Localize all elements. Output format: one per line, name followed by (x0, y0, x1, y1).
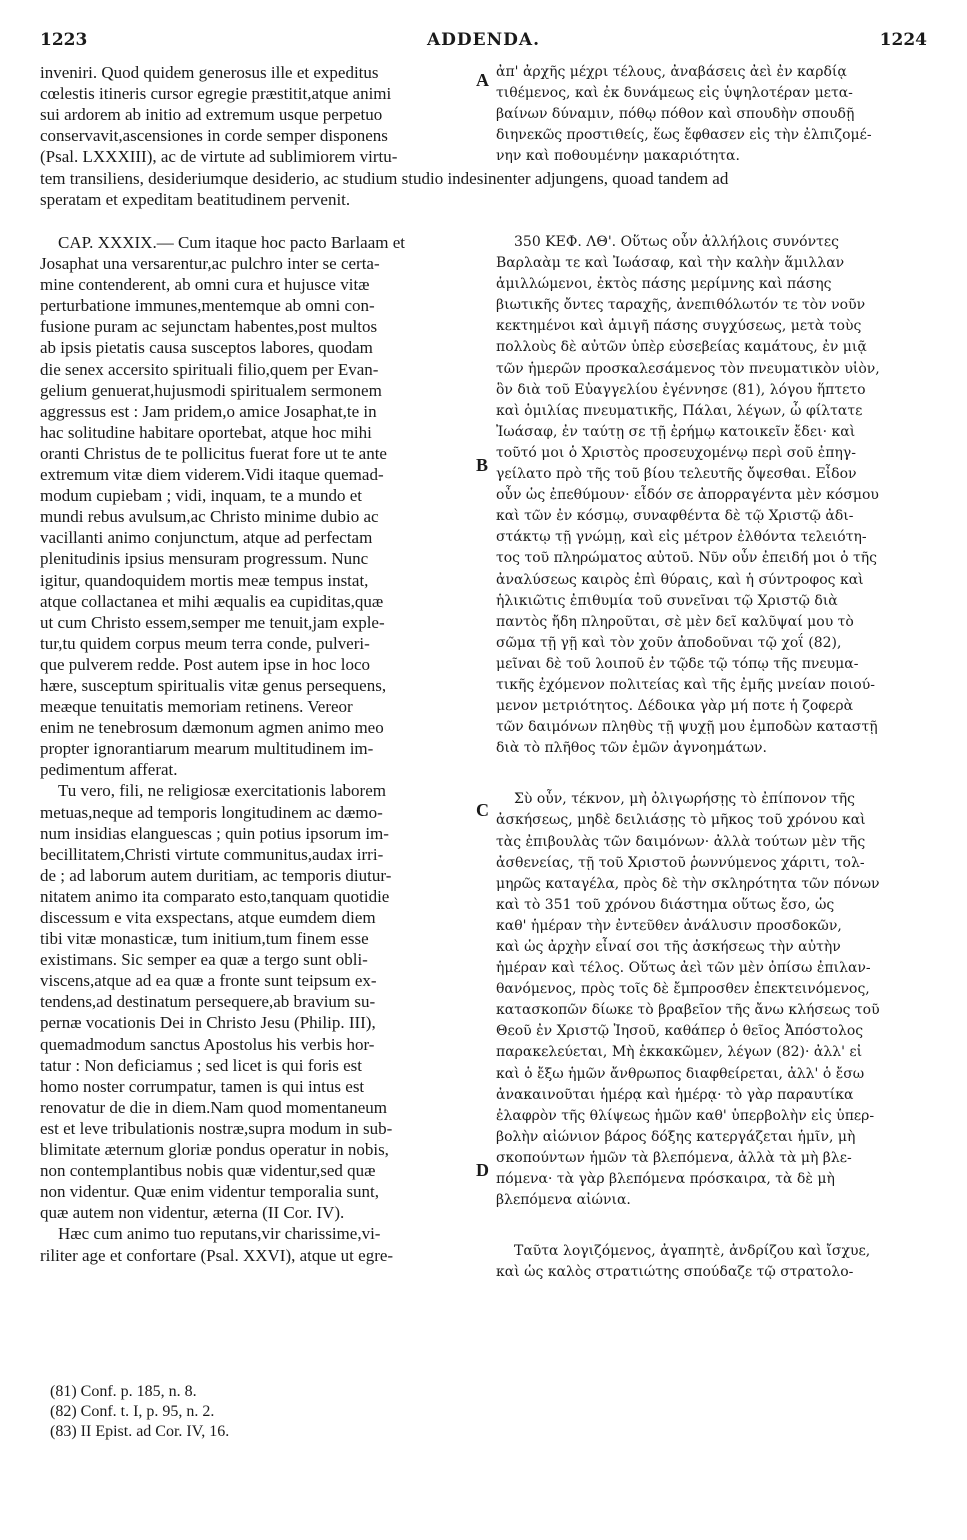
text-line: num insidias elanguescas ; quin potius ipsorum im- (40, 823, 389, 843)
text-line: blimitate æternum gloriæ pondus operatur in nobis, (40, 1140, 389, 1160)
text-line: βαίνων δύναμιν, πόθῳ πόθον καὶ σπουδὴν σπουδῇ (496, 106, 855, 123)
text-line: cœlestis itineris cursor egregie præstitit,atque animi (40, 84, 392, 104)
text-line: καὶ τῶν ἐν κόσμῳ, συναφθέντα δὲ τῷ Χριστῷ ἀδι- (496, 508, 854, 525)
page-number-left: 1223 (40, 30, 88, 50)
text-line: enim ne tenebrosum dæmonum agmen animo meo (40, 718, 384, 738)
text-line: discessum e vita exspectans, atque eumdem diem (40, 908, 376, 927)
greek-column-main (496, 232, 928, 1283)
text-line: τῶν ἡμερῶν προσκαλεσάμενος τὸν πνευματικὸν υἱὸν, (496, 360, 880, 377)
text-line: hære, susceptum spiritualis vitæ genus persequens, (40, 675, 387, 695)
latin-column-main (40, 232, 470, 1266)
text-line: ut cum Christo essem,semper me tenuit,jam exple- (40, 612, 385, 632)
text-line: vacillanti animo conjunctum, atque ad perfectam (40, 528, 373, 548)
text-line: est et leve tribulationis nostræ,supra modum in sub- (40, 1118, 393, 1138)
text-line: βολὴν αἰώνιον βάρος δόξης κατεργάζεται ἡμῖν, μὴ (496, 1128, 856, 1145)
text-line: die senex accersito spirituali filio,quem per Evan- (40, 359, 379, 379)
text-line: γείλατο πρὸ τῆς τοῦ βίου τελευτῆς ὄψεσθαι. Εἶδον (496, 466, 857, 483)
footnote: (83) II Epist. ad Cor. IV, 16. (50, 1423, 230, 1440)
text-line: tem transiliens, desideriumque desiderio, ac studium studio indesinenter adjungens, quoad tandem ad (40, 169, 729, 188)
page-number-right: 1224 (879, 30, 927, 50)
text-line: metuas,neque ad temporis longitudinem ac dæmo- (40, 802, 383, 822)
text-line: νην καὶ ποθουμένην μακαριότητα. (496, 148, 740, 165)
text-line: mundi rebus avulsum,ac Christo minime dubio ac (40, 507, 379, 527)
text-line: στάκτῳ τῇ γνώμῃ, καὶ εἰς μέτρον ἐλθόντα τελειότη- (496, 529, 867, 546)
text-line: non videntur. Quæ enim videntur temporalia sunt, (40, 1182, 380, 1202)
text-line: σκοπούντων ἡμῶν τὰ βλεπόμενα, ἀλλὰ τὰ μὴ βλε- (496, 1149, 852, 1166)
text-line: modum cupiebam ; vidi, inquam, te a mundo et (40, 486, 362, 506)
text-line: aggressus est : Jam pridem,o amice Josaphat,te in (40, 401, 377, 421)
text-line: οὖν ὡς ἐπεθύμουν· εἶδόν σε ἀπορραγέντα μὲν κόσμου (496, 487, 879, 504)
text-line: pedimentum afferat. (40, 760, 178, 780)
text-line: 350 ΚΕΦ. ΛΘ'. Οὕτως οὖν ἀλλήλοις συνόντες (514, 234, 839, 250)
text-line: ὃν διὰ τοῦ Εὐαγγελίου ἐγέννησε (81), λόγου ἥπτετο (496, 381, 866, 398)
text-line: que pulverem redde. Post autem ipse in hoc loco (40, 654, 370, 674)
text-line: conservavit,ascensiones in corde semper disponens (40, 126, 388, 146)
text-line: nitatem animo ita comparato esto,tanquam quotidie (40, 886, 390, 906)
text-line: riliter age et confortare (Psal. XXVI), atque ut egre- (40, 1245, 394, 1265)
text-line: (Psal. LXXXIII), ac de virtute ad sublimiorem virtu- (40, 147, 398, 167)
text-line: τικῆς ἐχόμενον πολιτείας καὶ τῆς ἐμῆς μνείαν ποιού- (496, 676, 875, 693)
text-line: κεκτημένοι καὶ ἀμιγῆ πάσης συγχύσεως, μετὰ τοὺς (496, 318, 862, 335)
text-line: σῶμα τῇ γῇ καὶ τὸν χοῦν ἀποδοῦναι τῷ χοΐ (82), (496, 634, 842, 651)
text-line: βιωτικῆς ὄντες ταραχῆς, ἀνεπιθόλωτόν τε τὸν νοῦν (496, 297, 866, 314)
text-line: viscens,atque ad ea quæ a fronte sunt teipsum ex- (40, 971, 377, 991)
text-line: Ἰωάσαφ, ἐν ταύτῃ σε τῇ ἐρήμῳ κατοικεῖν ἔδει· καὶ (496, 423, 856, 440)
text-line: non contemplantibus nobis quæ videntur,sed quæ (40, 1161, 376, 1181)
text-line: τιθέμενος, καὶ ἐκ δυνάμεως εἰς ὑψηλοτέραν μετα- (496, 85, 853, 102)
text-line: propter ignorantiarum mearum multitudinem im- (40, 739, 374, 759)
text-line: tendens,ad destinatum persequere,ab bravium su- (40, 992, 376, 1012)
text-line: ἡμέραν καὶ τέλος. Οὕτως ἀεὶ τῶν μὲν ὀπίσω ἐπιλαν- (496, 960, 871, 977)
full-width-text (40, 168, 928, 210)
text-line: CAP. XXXIX.— Cum itaque hoc pacto Barlaam et (58, 233, 406, 252)
text-line: gelium genuerat,hujusmodi spiritualem sermonem (40, 380, 382, 400)
text-line: speratam et expeditam beatitudinem pervenit. (40, 190, 351, 210)
text-line: διηνεκῶς προστιθείς, ἕως ἔφθασεν εἰς τὴν ἐλπιζομέ- (496, 127, 872, 144)
text-line: Josaphat una versarentur,ac pulchro inter se certa- (40, 254, 380, 274)
text-line: ἐλαφρὸν τῆς θλίψεως ἡμῶν καθ' ὑπερβολὴν εἰς ὑπερ- (496, 1107, 875, 1124)
text-line: πόμενα· τὰ γὰρ βλεπόμενα πρόσκαιρα, τὰ δὲ μὴ (496, 1171, 835, 1188)
text-line: τῶν δαιμόνων πληθὺς τῇ ψυχῇ μου ἐμποδὼν καταστῇ (496, 719, 878, 736)
text-line: quæ autem non videntur, æterna (II Cor. IV). (40, 1203, 345, 1223)
text-line: ἀπ' ἀρχῆς μέχρι τέλους, ἀναβάσεις ἀεὶ ἐν καρδίᾳ (496, 64, 847, 80)
text-line: Ταῦτα λογιζόμενος, ἀγαπητὲ, ἀνδρίζου καὶ ἴσχυε, (514, 1243, 871, 1260)
footnotes (50, 1382, 229, 1442)
text-line: tatur : Non deficiamus ; sed licet is qui foris est (40, 1055, 362, 1075)
text-line: πολλοὺς δὲ αὐτῶν ὑπὲρ εὐσεβείας καμάτους, ἐν μιᾷ (496, 339, 867, 356)
text-line: quemadmodum sanctus Apostolus his verbis hor- (40, 1034, 375, 1054)
text-line: μηρῶς καταγέλα, πρὸς δὲ τὴν σκληρότητα τῶν πόνων (496, 875, 880, 892)
text-line: hac solitudine habitare oportebat, atque hoc mihi (40, 422, 372, 442)
text-line: meæque tenuitatis memoriam retinens. Vereor (40, 697, 353, 717)
text-line: ἀσκήσεως, μηδὲ δειλιάσῃς τὸ μῆκος τοῦ χρόνου καὶ (496, 812, 866, 829)
text-line: ἡλικιῶτις ἐπιθυμία τοῦ συνεῖναι τῷ Χριστῷ διὰ (496, 592, 838, 609)
text-line: homo noster corrumpatur, tamen is qui intus est (40, 1076, 365, 1096)
text-line: καὶ ὡς καλὸς στρατιώτης σπούδαζε τῷ στρατολο- (496, 1264, 854, 1281)
text-line: διὰ τὸ πλῆθος τῶν ἐμῶν ἀγνοημάτων. (496, 740, 767, 757)
text-line: καὶ ὁμιλίας πνευματικῆς, Πάλαι, λέγων, ὦ φίλτατε (496, 402, 863, 419)
text-line: inveniri. Quod quidem generosus ille et expeditus (40, 63, 379, 82)
text-line: ab ipsis pietatis causa susceptos labores, quodam (40, 338, 373, 358)
footnote: (81) Conf. p. 185, n. 8. (50, 1383, 197, 1400)
greek-column-top (496, 62, 928, 167)
text-line: plenitudinis ipsius mensuram progressum. Nunc (40, 549, 369, 569)
text-line: atque collactanea et mihi æqualis ea cupiditas,quæ (40, 591, 384, 611)
text-line: καὶ ὁ ἔξω ἡμῶν ἄνθρωπος διαφθείρεται, ἀλλ' ὁ ἔσω (496, 1065, 865, 1082)
text-line: τος τοῦ πληρώματος αὐτοῦ. Νῦν οὖν ἐπειδή μοι ὁ τῆς (496, 550, 877, 567)
text-line: Βαρλαὰμ τε καὶ Ἰωάσαφ, καὶ τὴν καλὴν ἅμιλλαν (496, 255, 845, 272)
text-line: θανόμενος, πρὸς τοῖς δὲ ἔμπροσθεν ἐπεκτεινόμενος, (496, 981, 870, 998)
section-marker-b: B (476, 455, 489, 475)
text-line: καὶ τὸ 351 τοῦ χρόνου διάστημα οὕτως ἔσο, ὡς (496, 896, 835, 913)
page-header (40, 30, 927, 56)
text-line: μενον μετριότητος. Δέδοικα γὰρ μή ποτε ἡ ζοφερὰ (496, 698, 854, 715)
running-title: ADDENDA. (426, 30, 541, 50)
text-line: καθ' ἡμέραν τὴν ἐντεῦθεν ἀνάλυσιν προσδοκῶν, (496, 917, 842, 934)
text-line: Σὺ οὖν, τέκνον, μὴ ὀλιγωρήσῃς τὸ ἐπίπονον τῆς (514, 791, 856, 808)
text-line: κατασκοπῶν δίωκε τὸ βραβεῖον τῆς ἄνω κλήσεως τοῦ (496, 1002, 880, 1019)
text-line: παντὸς ἤδη πληροῦται, σὲ μὲν δεῖ καλῦψαί μου τὸ (496, 613, 854, 630)
text-line: ἀνακαινοῦται ἡμέρᾳ καὶ ἡμέρᾳ· τὸ γὰρ παραυτίκα (496, 1086, 854, 1103)
footnote: (82) Conf. t. I, p. 95, n. 2. (50, 1403, 215, 1420)
text-line: extremum vitæ diem viderem.Vidi itaque quemad- (40, 465, 384, 485)
text-line: Hæc cum animo tuo reputans,vir charissime,vi- (58, 1224, 381, 1244)
text-line: igitur, quandoquidem mortis meæ tempus instat, (40, 570, 369, 590)
text-line: τοῦτό μοι ὁ Χριστὸς προσευχομένῳ περὶ σοῦ ἐπηγ- (496, 444, 856, 461)
text-line: becillitatem,Christi virtute communitus,audax irri- (40, 844, 384, 864)
text-line: βλεπόμενα αἰώνια. (496, 1192, 631, 1209)
text-line: καὶ ὡς ἀρχὴν εἶναί σοι τῆς ἀσκήσεως τὴν αὐτὴν (496, 939, 841, 955)
text-line: τὰς ἐπιβουλὰς τῶν δαιμόνων· ἀλλὰ τούτων μὲν τῆς (496, 833, 866, 850)
text-line: existimans. Sic semper ea quæ a tergo sunt obli- (40, 950, 368, 970)
section-marker-c: C (476, 800, 489, 820)
text-line: Tu vero, fili, ne religiosæ exercitationis laborem (58, 781, 386, 801)
text-line: Θεοῦ ἐν Χριστῷ Ἰησοῦ, καθάπερ ὁ θεῖος Ἀπόστολος (496, 1023, 864, 1040)
text-line: fusione puram ac sejunctam habentes,post multos (40, 317, 378, 337)
text-line: mine contenderent, ab omni cura et hujusce vitæ (40, 275, 370, 295)
text-line: παρακελεύεται, Μὴ ἐκκακῶμεν, λέγων (82)· ἀλλ' εἰ (496, 1044, 863, 1061)
text-line: μεῖναι δὲ τοῦ λοιποῦ ἐν τῷδε τῷ τόπῳ τῆς πνευμα- (496, 655, 859, 672)
text-line: tur,tu quidem corpus meum terra conde, pulveri- (40, 633, 370, 653)
section-marker-d: D (476, 1160, 489, 1180)
text-line: tibi vitæ monasticæ, tum initium,tum finem esse (40, 929, 369, 949)
text-line: sui ardorem ab initio ad extremum usque perpetuo (40, 105, 383, 125)
text-line: perturbatione immunes,mentemque ab omni con- (40, 296, 375, 316)
text-line: ἀσθενείας, τῇ τοῦ Χριστοῦ ῥωννύμενος χάριτι, τολ- (496, 854, 865, 871)
text-line: oranti Christus de te pollicitus fuerat fore ut te ante (40, 443, 387, 463)
text-line: ἀναλύσεως καιρὸς ἐπὶ θύραις, καὶ ἡ σύντροφος καὶ (496, 571, 864, 588)
section-marker-a: A (476, 70, 489, 90)
text-line: renovatur de die in diem.Nam quod momentaneum (40, 1097, 387, 1117)
text-line: de ; ad laborum autem duritiam, ac temporis diutur- (40, 865, 392, 885)
text-line: ἁμιλλώμενοι, ἐκτὸς πάσης μερίμνης καὶ πάσης (496, 276, 832, 293)
text-line: pernæ vocationis Dei in Christo Jesu (Philip. III), (40, 1013, 376, 1033)
latin-column-top (40, 62, 470, 167)
